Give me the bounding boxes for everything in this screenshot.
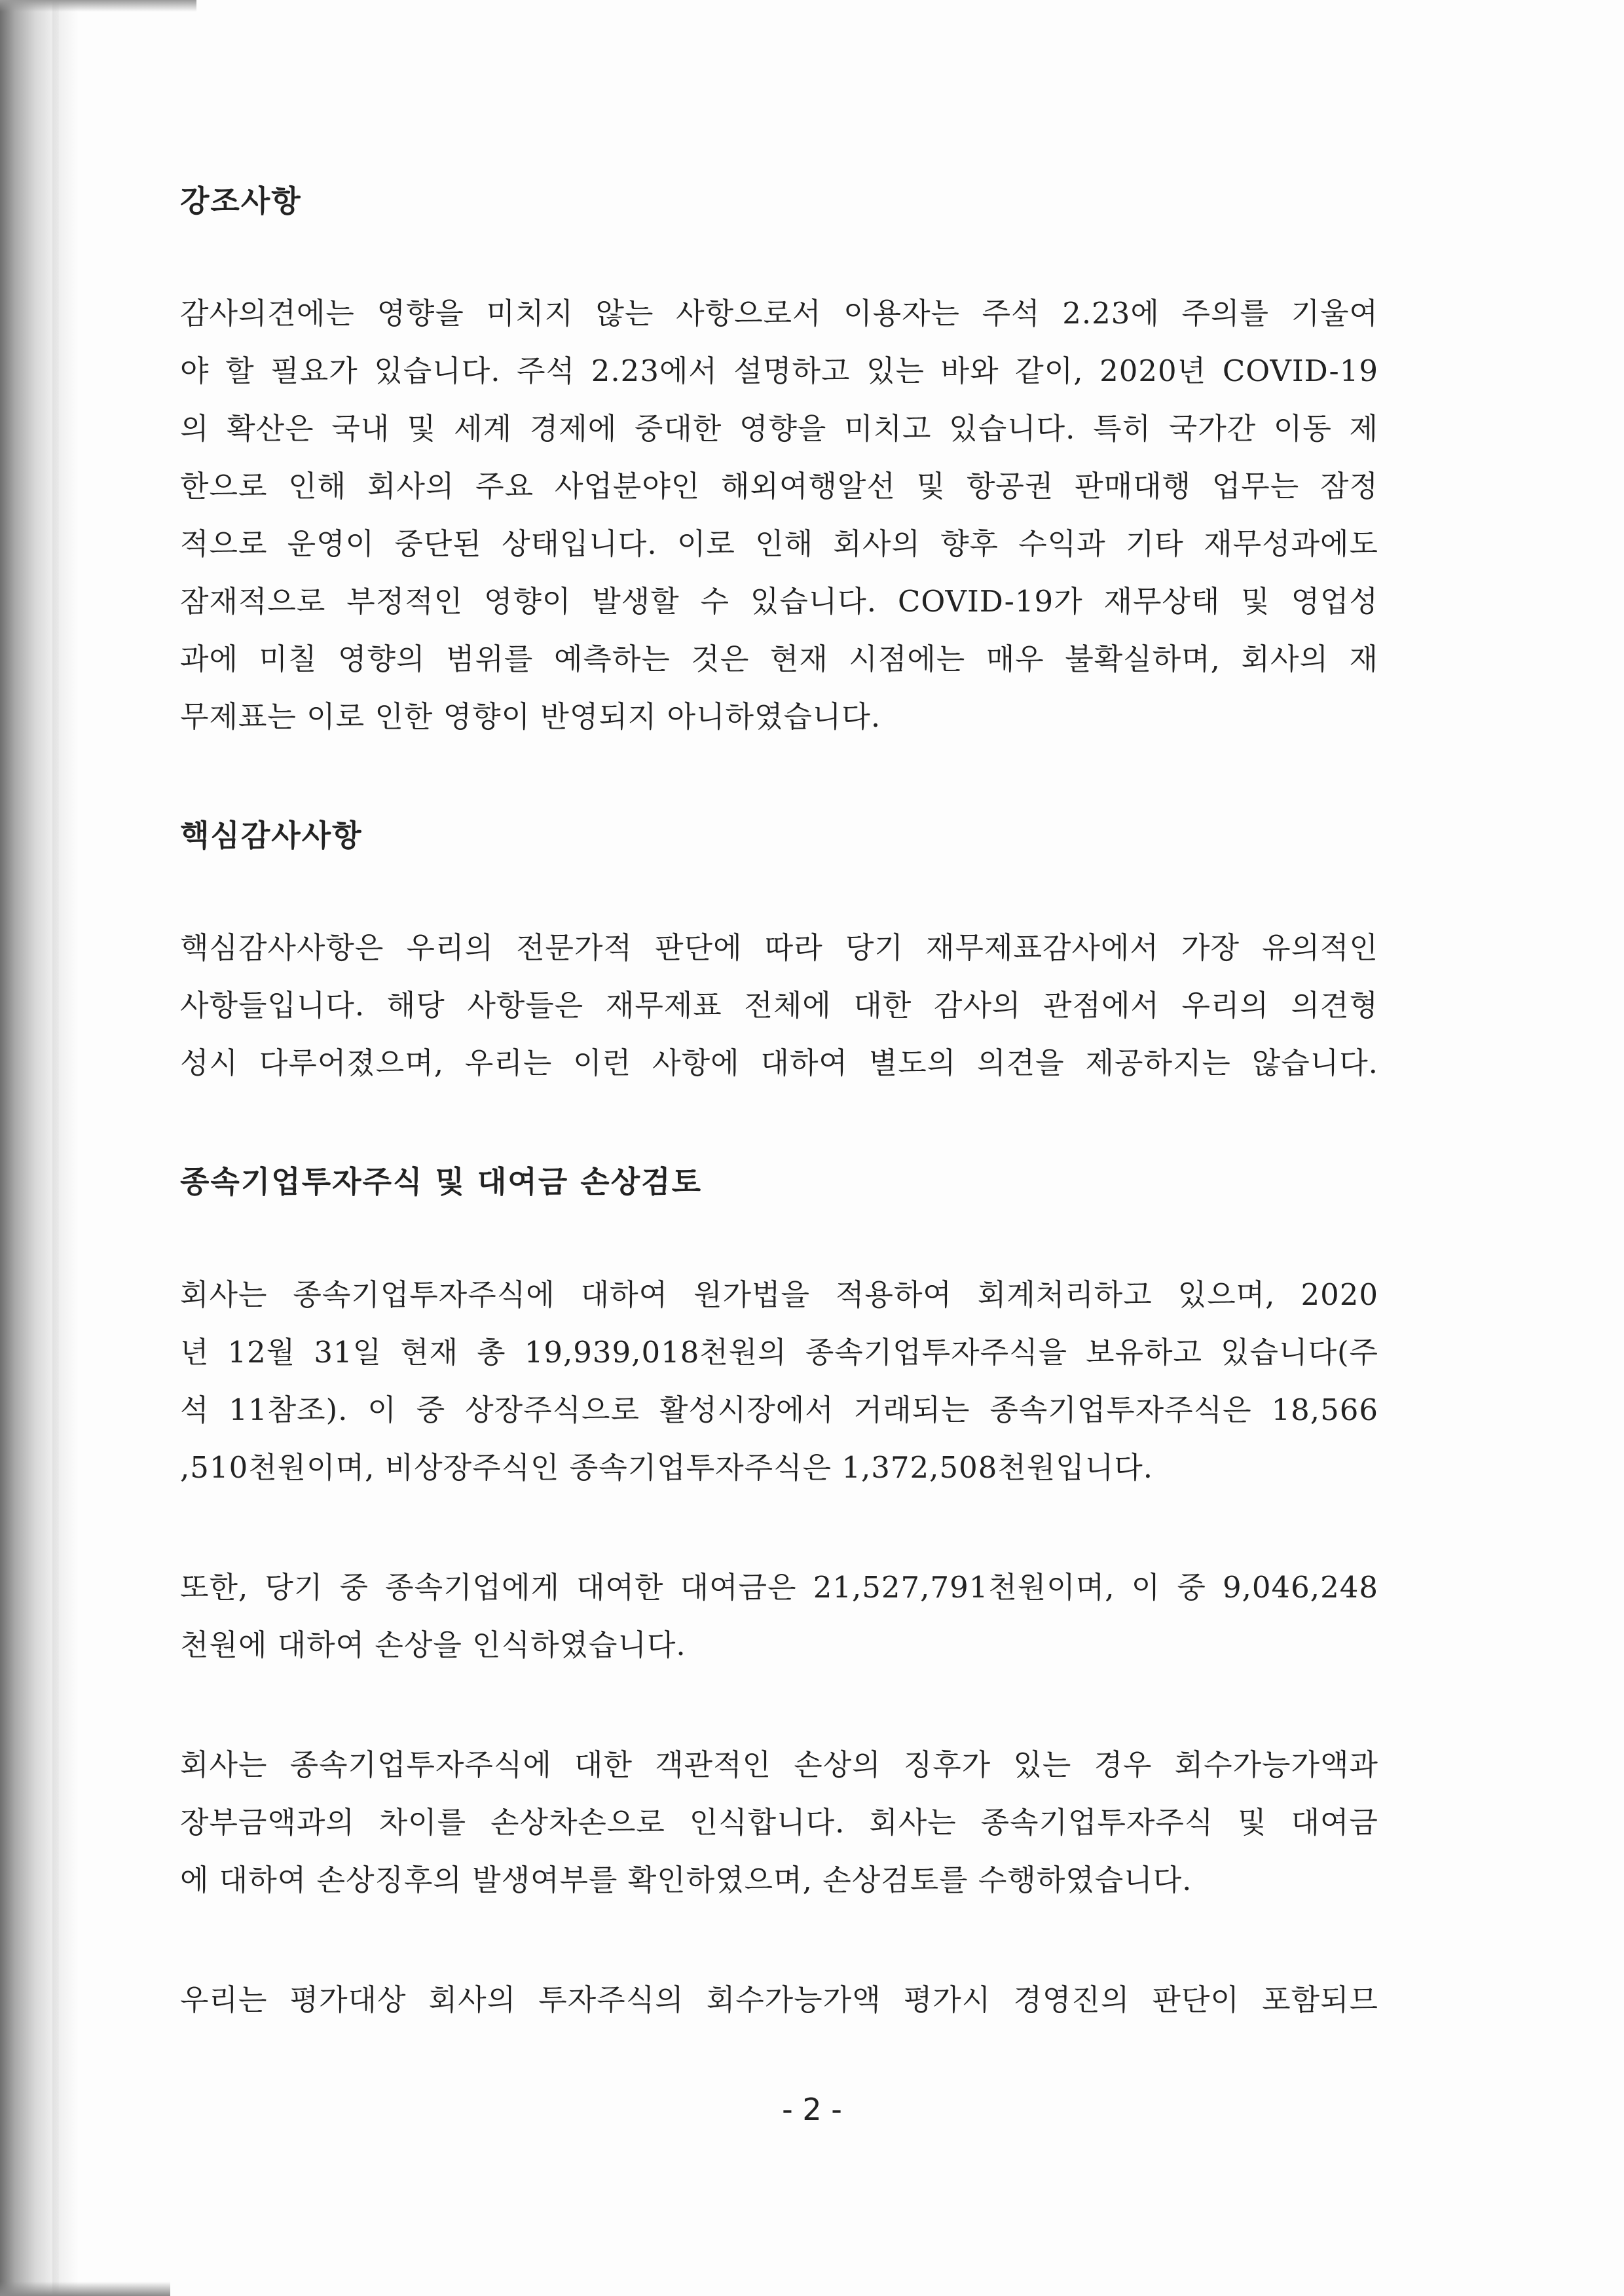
text-line: 또한, 당기 중 종속기업에게 대여한 대여금은 21,527,791천원이며, 이 중 9,046,248	[180, 1569, 1378, 1605]
key-audit-paragraph	[180, 919, 1378, 1092]
scan-top-edge	[0, 0, 196, 12]
impairment-paragraph-3	[180, 1736, 1378, 1909]
text-line: 년 12월 31일 현재 총 19,939,018천원의 종속기업투자주식을 보유하고 있습니다(주	[180, 1334, 1378, 1370]
text-line: 장부금액과의 차이를 손상차손으로 인식합니다. 회사는 종속기업투자주식 및 대여금	[180, 1804, 1378, 1840]
text-line: 잠재적으로 부정적인 영향이 발생할 수 있습니다. COVID-19가 재무상태 및 영업성	[180, 584, 1378, 619]
text-line: 석 11참조). 이 중 상장주식으로 활성시장에서 거래되는 종속기업투자주식은 18,566	[180, 1392, 1378, 1427]
scan-bottom-edge	[0, 2282, 170, 2296]
text-line: 야 할 필요가 있습니다. 주석 2.23에서 설명하고 있는 바와 같이, 2020년 COVID-19	[180, 354, 1378, 389]
section-heading-impairment: 종속기업투자주식 및 대여금 손상검토	[180, 1164, 703, 1200]
text-line: 적으로 운영이 중단된 상태입니다. 이로 인해 회사의 향후 수익과 기타 재무성과에도	[180, 526, 1378, 562]
text-line: 과에 미칠 영향의 범위를 예측하는 것은 현재 시점에는 매우 불확실하며, 회사의 재	[180, 642, 1378, 677]
text-line: 사항들입니다. 해당 사항들은 재무제표 전체에 대한 감사의 관점에서 우리의 의견형	[180, 988, 1378, 1023]
text-line: 우리는 평가대상 회사의 투자주식의 회수가능가액 평가시 경영진의 판단이 포함되므	[180, 1982, 1378, 2017]
page-number: - 2 -	[782, 2092, 842, 2127]
text-line: 성시 다루어졌으며, 우리는 이런 사항에 대하여 별도의 의견을 제공하지는 않습니다.	[180, 1046, 1378, 1081]
text-line: 감사의견에는 영향을 미치지 않는 사항으로서 이용자는 주석 2.23에 주의를 기울여	[180, 296, 1378, 331]
text-line: ,510천원이며, 비상장주식인 종속기업투자주식은 1,372,508천원입니다.	[180, 1449, 1154, 1485]
scan-binding-fade	[52, 0, 79, 2296]
text-line: 회사는 종속기업투자주식에 대하여 원가법을 적용하여 회계처리하고 있으며, 2020	[180, 1277, 1378, 1312]
section-heading-emphasis: 강조사항	[180, 183, 302, 219]
text-line: 천원에 대하여 손상을 인식하였습니다.	[180, 1627, 686, 1662]
text-line: 에 대하여 손상징후의 발생여부를 확인하였으며, 손상검토를 수행하였습니다.	[180, 1862, 1192, 1897]
impairment-paragraph-1	[180, 1266, 1378, 1497]
impairment-paragraph-2	[180, 1559, 1378, 1674]
impairment-paragraph-4	[180, 1971, 1378, 2029]
scan-binding-shadow	[0, 0, 59, 2296]
text-line: 무제표는 이로 인한 영향이 반영되지 아니하였습니다.	[180, 699, 881, 735]
section-heading-key-audit: 핵심감사사항	[180, 818, 363, 854]
text-line: 핵심감사사항은 우리의 전문가적 판단에 따라 당기 재무제표감사에서 가장 유의적인	[180, 930, 1378, 966]
text-line: 회사는 종속기업투자주식에 대한 객관적인 손상의 징후가 있는 경우 회수가능가액과	[180, 1747, 1378, 1782]
document-body	[180, 183, 1378, 2029]
text-line: 한으로 인해 회사의 주요 사업분야인 해외여행알선 및 항공권 판매대행 업무는 잠정	[180, 469, 1378, 504]
text-line: 의 확산은 국내 및 세계 경제에 중대한 영향을 미치고 있습니다. 특히 국가간 이동 제	[180, 411, 1378, 446]
emphasis-paragraph	[180, 285, 1378, 746]
